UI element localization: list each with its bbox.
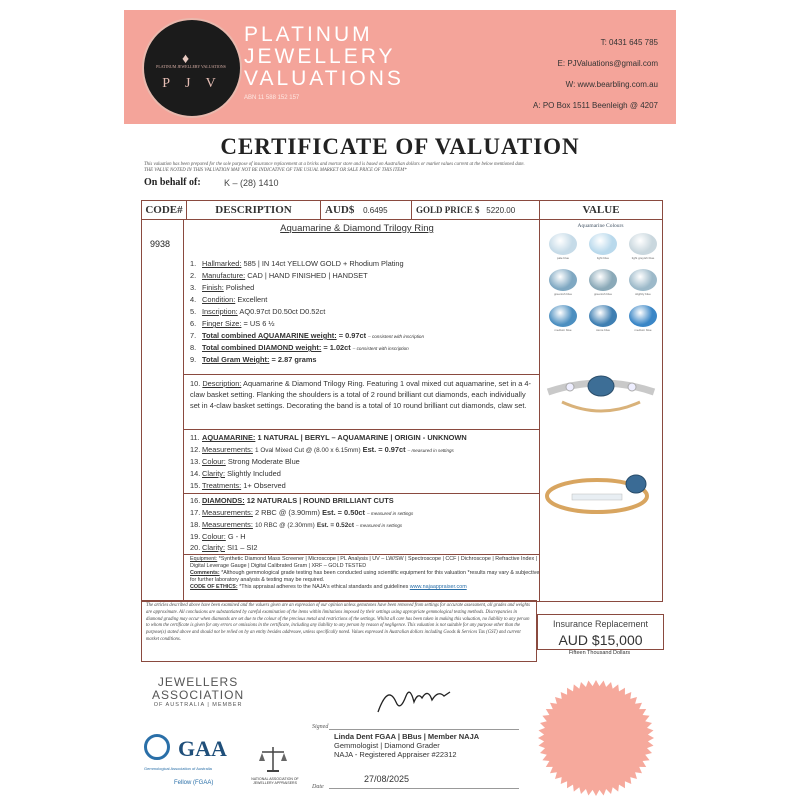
contact-phone: T: 0431 645 785 (600, 38, 658, 47)
section-divider (184, 429, 539, 430)
valuation-table (141, 200, 663, 602)
section-divider (184, 493, 539, 494)
gaa-emblem-icon (144, 734, 170, 760)
insurance-value-words: Fifteen Thousand Dollars (568, 650, 631, 656)
detail-line-12: 12. Measurements: 1 Oval Mixed Cut @ (8.00 x 6.15mm) Est. = 0.97ct – measured in settings (190, 445, 454, 454)
item-title: Aquamarine & Diamond Trilogy Ring (280, 223, 434, 234)
contact-details (533, 32, 658, 116)
section-divider (184, 554, 539, 555)
column-divider (539, 220, 540, 601)
gem-swatch (549, 269, 577, 291)
detail-line-3: 3. Finish: Polished (190, 283, 255, 292)
ring-top-image (542, 356, 660, 426)
gem-swatch-label: light greyish blue (631, 256, 655, 260)
certificate-page: ♦ PLATINUM JEWELLERY VALUATIONS P J V PLATINUM JEWELLERY VALUATIONS ABN 11 588 152 157 T: 0431 645 785 E: PJValuations@gmail.com W: www.bearbling.com.au A: PO Box 1511 Beenleigh @ 4207 CERTIFICATE OF VALUATION This valuation has been prepared for the sole purpose of insurance replacement at a bricks and mortar store and is based on Australian dollars or market values current at the below mentioned date. THE VALUE NOTED IN THIS VALUATION MAY NOT BE INDICATIVE OF THE USUAL MARKET OR SALE PRICE OF THIS ITEM* On behalf of: K – (28) 1410 CODE# DESCRIPTION AUD$ 0.6495 GOLD PRICE $ 5220.00 VALUE 9938 Aquamarine & Diamond Trilogy Ring 1. Hallmarked: 585 | IN 14ct YELLOW GOLD + Rhodium Plating 2. Manufacture: CAD | HAND FINISHED | HANDSET 3. Finish: Polished 4. Condition: Excellent 5. Inscription: AQ0.97ct D0.50ct D0.52ct 6. Finger Size: = US 6 ½ 7. Total combined AQUAMARINE weight: = 0.97ct – consistent with inscription 8. Total combined DIAMOND weight: = 1.02ct – consistent with inscription 9. Total Gram Weight: = 2.87 grams 10. Description: Aquamarine & Diamond Trilogy Ring. Featuring 1 oval mixed cut aquamarine, set in a 4-claw basket setting. Flanking the shoulders is a total of 2 round brilliant cut diamonds, each individually set in 4-claw basket settings. Decorating the band is a total of 10 round brilliant cut diamonds, claw set. 11. AQUAMARINE: 1 NATURAL | BERYL – AQUAMARINE | ORIGIN - UNKNOWN 12. Measurements: 1 Oval Mixed Cut @ (8.00 x 6.15mm) Est. = 0.97ct – measured in settings 13. Colour: Strong Moderate Blue 14. Clarity: Slightly Included 15. Treatments: 1+ Observed 16. DIAMONDS: 12 NATURALS | ROUND BRILLIANT CUTS 17. Measurements: 2 RBC @ (3.90mm) Est. = 0.50ct – measured in settings 18. Measurements: 10 RBC @ (2.30mm) Est. = 0.52ct – measured in settings 19. Colour: G - H 20. Clarity: SI1 – SI2 Equipment: *Synthetic Diamond Mass Screener | Microscope | PL Analysis | UV – LW/SW | Spectroscope | CCF | Dichroscope | Refractive Index | Digital Leverage Gauge | Digital Calibrated Gram | XRF – GOLD TESTED Comments: *Although gemmological grade testing has been conducted using scientific equipment for this valuation *results may vary & subjective for further laboratory analysis & testing may be required. CODE OF ETHICS: *This appraisal adheres to the NAJA's ethical standards and guidelines www.najaappraiser.com Aquamarine Colours pale blue light blue light greyish blue greenish blue greenish blue slightly blue medium blue stone blue medium blue The articles described above have been examined and the valuers given are an expression of our opinion unless gemstones have been removed from settings for accurate assessment, all grades and weights are approximate. All conclusions are substantiated by careful examination of the items within limitations imposed by their settings using appropriate gemmological testing methods. Discrepancies in diamond grading may occur when diamonds are set due to the colour of the precious metal and restrictions of the settings. Whilst all care has been taken in making this valuation, no liability to any person to whom the certificate is given for any errors or omissions in the certificate, including any liability to any person by reason of negligence. This valuation is not suitable for any purpose other than the purpose(s) stated above and should not be relied on by an entity besides addressee, unless specifically noted. Values expressed in Australian dollars including Goods & Services Tax (GST) and current market conditions. Insurance Replacement AUD $15,000 Fifteen Thousand Dollars JEWELLERS ASSOCIATION OF AUSTRALIA | MEMBER GAA Gemmological Association of Australia Fellow (FGAA) NATIONAL ASSOCIATION OF JEWELLERY APPRAISERS Signed Linda Dent FGAA | BBus | Member NAJA Gemmologist | Diamond Grader NAJA - Registered Appraiser #22312 27/08/2025 Date (124, 10, 676, 795)
gem-swatch-label: greenish blue (553, 292, 572, 296)
abn-number: ABN 11 588 152 157 (244, 95, 300, 101)
signature (374, 682, 454, 718)
insurance-box (537, 614, 664, 650)
detail-line-16: 16. DIAMONDS: 12 NATURALS | ROUND BRILLIANT CUTS (190, 496, 394, 505)
detail-line-4: 4. Condition: Excellent (190, 295, 268, 304)
gem-chart-title: Aquamarine Colours (577, 223, 624, 229)
detail-line-15: 15. Treatments: 1+ Observed (190, 481, 286, 490)
detail-line-7: 7. Total combined AQUAMARINE weight: = 0.97ct – consistent with inscription (190, 331, 425, 340)
aud-header: AUD$ 0.6495 (321, 201, 412, 220)
equipment-notes: Equipment: *Synthetic Diamond Mass Screener | Microscope | PL Analysis | UV – LW/SW | Spectroscope | CCF | Dichroscope | Refractive Index | Digital Leverage Gauge | Digital Calibrated Gram | XRF – GOLD TESTED Comments: *Although gemmological grade testing has been conducted using scientific equipment for this valuation *results may vary & subjective for further laboratory analysis & testing may be required. CODE OF ETHICS: *This appraisal adheres to the NAJA's ethical standards and guidelines www.najaappraiser.com (190, 556, 540, 590)
gem-swatch-label: medium blue (554, 328, 572, 332)
code-header: CODE# (142, 201, 187, 220)
section-divider (184, 374, 539, 375)
value-header: VALUE (540, 201, 662, 220)
signed-label: Signed (312, 724, 329, 730)
detail-line-6: 6. Finger Size: = US 6 ½ (190, 319, 275, 328)
gem-swatch-label: slightly blue (635, 292, 651, 296)
gem-swatch-label: greenish blue (593, 292, 612, 296)
detail-line-2: 2. Manufacture: CAD | HAND FINISHED | HANDSET (190, 271, 368, 280)
gem-swatch (589, 305, 617, 327)
gem-swatch-label: stone blue (596, 328, 610, 332)
insurance-value: AUD $15,000 (558, 632, 643, 648)
header-banner (124, 10, 676, 124)
detail-line-13: 13. Colour: Strong Moderate Blue (190, 457, 300, 466)
on-behalf-value: K – (28) 1410 (224, 178, 279, 188)
detail-line-17: 17. Measurements: 2 RBC @ (3.90mm) Est. = 0.50ct – measured in settings (190, 508, 414, 517)
brand-name: PLATINUM JEWELLERY VALUATIONS (244, 23, 404, 90)
description-paragraph: 10. Description: Aquamarine & Diamond Trilogy Ring. Featuring 1 oval mixed cut aquamarine, set in a 4-claw basket setting. Flanking the shoulders is a total of 2 round brilliant cut diamonds, each individually set in 4-claw basket settings. Decorating the band is a total of 10 round brilliant cut diamonds, claw set. (190, 379, 531, 410)
logo-ring-text: PLATINUM JEWELLERY VALUATIONS (156, 64, 226, 69)
detail-line-8: 8. Total combined DIAMOND weight: = 1.02ct – consistent with inscription (190, 343, 409, 352)
pjv-logo (142, 18, 242, 118)
ring-side-image (542, 456, 660, 526)
gold-price-header: GOLD PRICE $ 5220.00 (412, 201, 540, 220)
detail-line-5: 5. Inscription: AQ0.97ct D0.50ct D0.52ct (190, 307, 326, 316)
gem-swatch-label: pale blue (556, 256, 570, 260)
document-title: CERTIFICATE OF VALUATION (220, 134, 580, 159)
insurance-label: Insurance Replacement (552, 619, 649, 629)
detail-line-19: 19. Colour: G - H (190, 532, 246, 541)
detail-line-1: 1. Hallmarked: 585 | IN 14ct YELLOW GOLD + Rhodium Plating (190, 259, 404, 268)
contact-address: A: PO Box 1511 Beenleigh @ 4207 (533, 101, 658, 110)
detail-line-18: 18. Measurements: 10 RBC @ (2.30mm) Est. = 0.52ct – measured in settings (190, 520, 403, 529)
gem-swatch-label: medium blue (634, 328, 652, 332)
gem-swatch (629, 269, 657, 291)
embossed-seal (536, 678, 656, 798)
contact-email: E: PJValuations@gmail.com (557, 59, 658, 68)
detail-line-11: 11. AQUAMARINE: 1 NATURAL | BERYL – AQUAMARINE | ORIGIN - UNKNOWN (190, 433, 467, 442)
valuation-date: 27/08/2025 (364, 774, 410, 784)
column-divider (183, 220, 184, 601)
item-code: 9938 (150, 239, 171, 249)
diamond-icon: ♦ (182, 50, 190, 66)
detail-line-9: 9. Total Gram Weight: = 2.87 grams (190, 355, 317, 364)
on-behalf-label: On behalf of: (144, 177, 201, 188)
gem-swatch-label: light blue (596, 256, 609, 260)
detail-line-20: 20. Clarity: SI1 – SI2 (190, 543, 258, 552)
detail-line-14: 14. Clarity: Slightly Included (190, 469, 281, 478)
gem-swatch (589, 233, 617, 255)
gem-swatch (589, 269, 617, 291)
fellow-label: Fellow (FGAA) (174, 780, 214, 786)
footer-terms: The articles described above have been examined and the valuers given are an expression of our opinion unless gemstones have been removed from settings for accurate assessment, all grades and weights are approximate. All conclusions are substantiated by careful examination of the items within limitations imposed by their settings using appropriate gemmological testing methods. Discrepancies in diamond grading may occur when diamonds are set due to the colour of the precious metal and restrictions of the settings. Whilst all care has been taken in making this valuation, no liability to any person to whom the certificate is given for any errors or omissions in the certificate, including any liability to any person by reason of negligence. This valuation is not suitable for any purpose other than the purpose(s) stated above and should not be relied on by an entity besides addressee, unless specifically noted. Values expressed in Australian dollars including Goods & Services Tax (GST) and current market conditions. (141, 600, 537, 662)
logo-initials: P J V (162, 76, 222, 91)
disclaimer: This valuation has been prepared for the sole purpose of insurance replacement at a bricks and mortar store and is based on Australian dollars or market values current at the below mentioned date. THE VALUE NOTED IN THIS VALUATION MAY NOT BE INDICATIVE OF THE USUAL MARKET OR SALE PRICE OF THIS ITEM* (144, 162, 525, 173)
gem-swatch (629, 305, 657, 327)
gem-swatch (549, 233, 577, 255)
gem-swatch (549, 305, 577, 327)
signature-line (329, 729, 519, 730)
description-header: DESCRIPTION (187, 201, 321, 220)
date-label: Date (312, 784, 324, 790)
date-line (329, 788, 519, 789)
gem-swatch (629, 233, 657, 255)
naja-link[interactable]: www.najaappraiser.com (409, 584, 467, 590)
jewellers-association-logo: JEWELLERS ASSOCIATION OF AUSTRALIA | MEMBER (152, 675, 245, 708)
scales-icon (258, 744, 288, 774)
signer-details: Linda Dent FGAA | BBus | Member NAJA Gemmologist | Diamond Grader NAJA - Registered Appraiser #22312 (334, 732, 480, 759)
naja-logo-text: NATIONAL ASSOCIATION OF JEWELLERY APPRAISERS (251, 777, 299, 785)
contact-web: W: www.bearbling.com.au (565, 80, 658, 89)
